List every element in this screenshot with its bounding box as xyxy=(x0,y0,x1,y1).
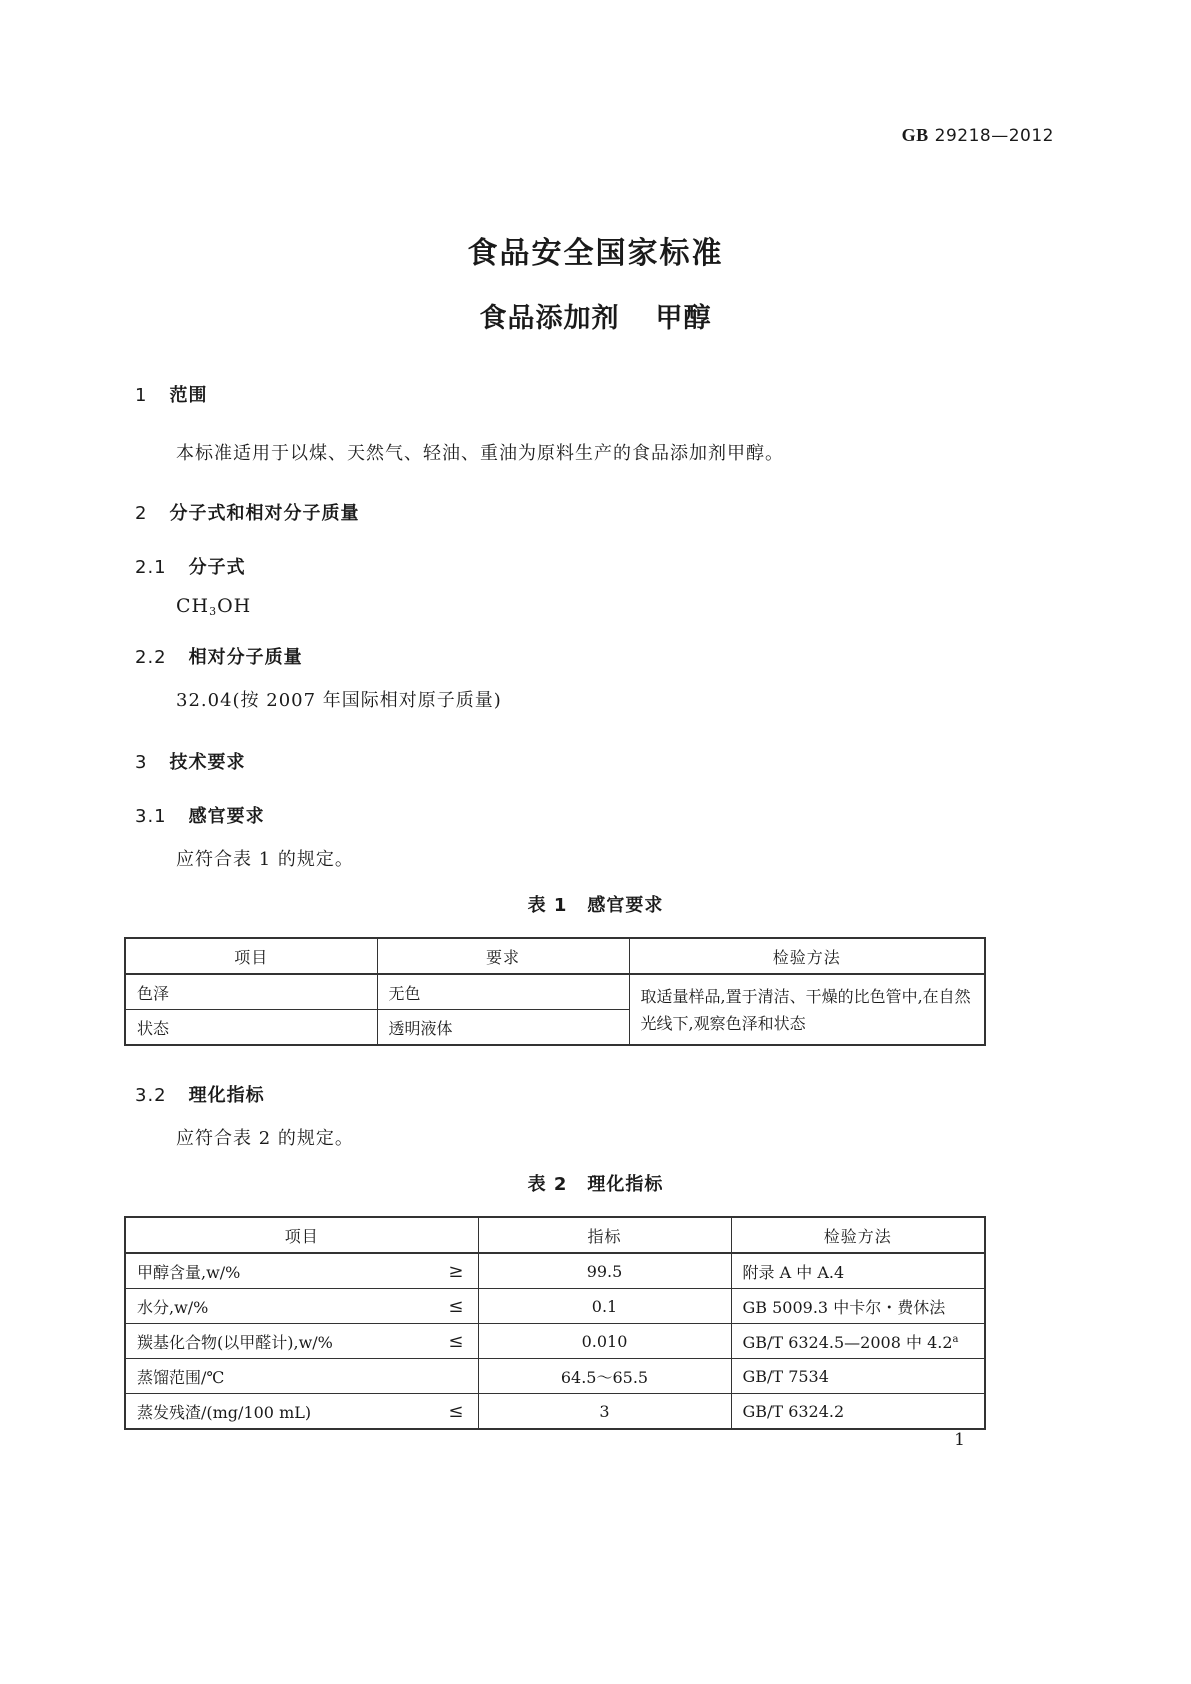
section-title: 相对分子质量 xyxy=(188,647,303,668)
comparison-symbol: ≥ xyxy=(448,1260,464,1282)
table-cell-method xyxy=(731,1394,985,1430)
table2-caption-title: 理化指标 xyxy=(587,1174,664,1195)
item-label: 羰基化合物(以甲醛计),w/% xyxy=(137,1332,333,1352)
table1-sensory xyxy=(124,937,986,1046)
section-number: 3.2 xyxy=(135,1085,167,1106)
table-cell-item xyxy=(125,1324,478,1359)
table-row xyxy=(125,1394,985,1430)
standard-code-number: 29218—2012 xyxy=(934,126,1054,146)
section-number: 2 xyxy=(135,503,148,524)
table-row xyxy=(125,1289,985,1324)
table-header-row xyxy=(125,938,985,974)
section-title: 技术要求 xyxy=(169,752,246,773)
method-text: GB/T 6324.2 xyxy=(742,1401,845,1421)
item-label: 蒸发残渣/(mg/100 mL) xyxy=(137,1402,312,1422)
table-cell-method xyxy=(731,1324,985,1359)
table1-caption xyxy=(0,891,1191,917)
table-cell-value: 99.5 xyxy=(478,1253,731,1289)
method-text: GB/T 7534 xyxy=(742,1366,829,1386)
section-number: 3.1 xyxy=(135,806,167,827)
table-cell-method xyxy=(731,1289,985,1324)
table-header-cell: 项目 xyxy=(125,1217,478,1253)
section-title: 分子式和相对分子质量 xyxy=(169,503,360,524)
table-cell-item: 状态 xyxy=(125,1010,377,1046)
method-text: 附录 A 中 A.4 xyxy=(742,1262,845,1282)
table-row xyxy=(125,1324,985,1359)
table2-physicochemical xyxy=(124,1216,986,1430)
section-heading-technical-requirements xyxy=(135,748,245,774)
section-number: 3 xyxy=(135,752,148,773)
subtitle-substance: 甲醇 xyxy=(655,303,712,334)
table-cell-requirement: 透明液体 xyxy=(377,1010,629,1046)
section-title: 范围 xyxy=(169,385,208,406)
section-heading-scope xyxy=(135,381,207,407)
section-title: 感官要求 xyxy=(188,806,265,827)
table-cell-value: 64.5～65.5 xyxy=(478,1359,731,1394)
table-cell-requirement: 无色 xyxy=(377,974,629,1010)
table-cell-method xyxy=(731,1253,985,1289)
table-header-cell: 检验方法 xyxy=(731,1217,985,1253)
table-header-cell: 指标 xyxy=(478,1217,731,1253)
molecular-formula xyxy=(176,595,251,618)
table-cell-method xyxy=(731,1359,985,1394)
table-cell-item xyxy=(125,1394,478,1430)
table-cell-item xyxy=(125,1289,478,1324)
physicochemical-paragraph: 应符合表 2 的规定。 xyxy=(176,1128,354,1149)
comparison-symbol: ≤ xyxy=(448,1295,464,1317)
method-text: GB 5009.3 中卡尔・费休法 xyxy=(742,1297,946,1317)
section-title: 理化指标 xyxy=(188,1085,265,1106)
item-label: 水分,w/% xyxy=(137,1297,209,1317)
molecular-mass-paragraph: 32.04(按 2007 年国际相对原子质量) xyxy=(176,690,502,711)
subtitle-category: 食品添加剂 xyxy=(479,303,620,334)
table-cell-item: 色泽 xyxy=(125,974,377,1010)
table-cell-value: 0.010 xyxy=(478,1324,731,1359)
table-cell-value: 3 xyxy=(478,1394,731,1430)
table-cell-value: 0.1 xyxy=(478,1289,731,1324)
formula-oh: OH xyxy=(217,595,252,617)
subsection-heading-formula xyxy=(135,553,246,579)
subsection-heading-physicochemical xyxy=(135,1081,265,1107)
comparison-symbol: ≤ xyxy=(448,1330,464,1352)
comparison-symbol: ≤ xyxy=(448,1400,464,1422)
section-number: 2.2 xyxy=(135,647,167,668)
table-row xyxy=(125,974,985,1010)
document-title: 食品安全国家标准 xyxy=(467,236,724,271)
formula-ch: CH xyxy=(176,595,210,617)
sensory-paragraph: 应符合表 1 的规定。 xyxy=(176,849,354,870)
table1-caption-title: 感官要求 xyxy=(587,895,664,916)
scope-paragraph: 本标准适用于以煤、天然气、轻油、重油为原料生产的食品添加剂甲醇。 xyxy=(176,443,784,464)
table-header-row xyxy=(125,1217,985,1253)
table-row xyxy=(125,1359,985,1394)
table2-caption xyxy=(0,1170,1191,1196)
item-label: 蒸馏范围/℃ xyxy=(137,1367,225,1387)
table1-caption-number: 表 1 xyxy=(527,895,568,916)
table-cell-method: 取适量样品,置于清洁、干燥的比色管中,在自然光线下,观察色泽和状态 xyxy=(629,974,985,1045)
section-heading-formula-mass xyxy=(135,499,359,525)
method-footnote-mark: a xyxy=(952,1333,959,1345)
table-cell-item xyxy=(125,1253,478,1289)
page-number: 1 xyxy=(954,1430,965,1450)
subsection-heading-molecular-mass xyxy=(135,643,303,669)
table-row xyxy=(125,1253,985,1289)
section-number: 1 xyxy=(135,385,148,406)
table2-caption-number: 表 2 xyxy=(527,1174,568,1195)
standard-code-prefix: GB xyxy=(901,125,929,145)
table-header-cell: 检验方法 xyxy=(629,938,985,974)
table-header-cell: 项目 xyxy=(125,938,377,974)
formula-subscript: 3 xyxy=(209,605,218,618)
method-text: GB/T 6324.5—2008 中 4.2 xyxy=(742,1332,953,1352)
subsection-heading-sensory xyxy=(135,802,265,828)
document-subtitle xyxy=(0,296,1191,335)
item-label: 甲醇含量,w/% xyxy=(137,1262,241,1282)
table-cell-item xyxy=(125,1359,478,1394)
section-number: 2.1 xyxy=(135,557,167,578)
section-title: 分子式 xyxy=(188,557,246,578)
table-header-cell: 要求 xyxy=(377,938,629,974)
standard-code xyxy=(902,125,1054,146)
